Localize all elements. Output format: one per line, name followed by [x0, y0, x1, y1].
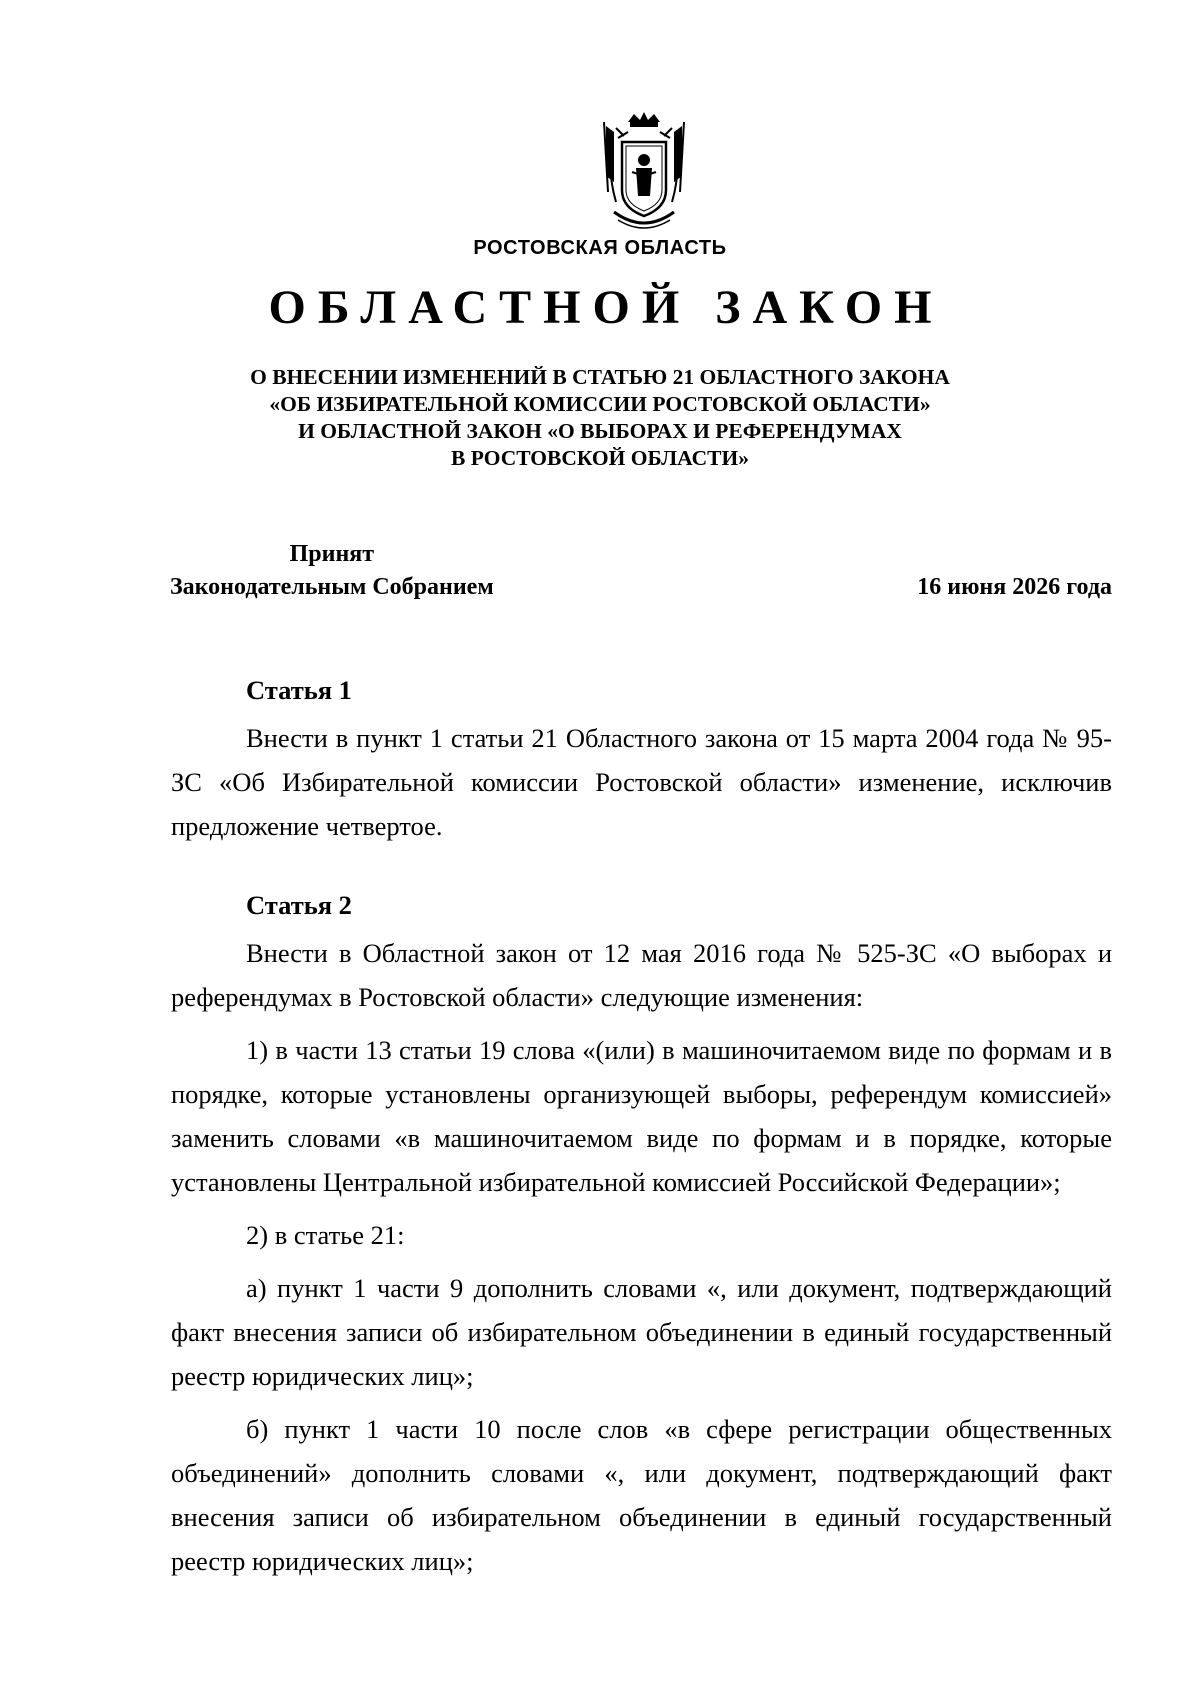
adoption-date: 16 июня 2026 года — [917, 574, 1112, 600]
article-paragraph: а) пункт 1 части 9 дополнить словами «, или документ, подтверждающий факт внесения записи об избирательном объединении в единый государственный реестр юридических лиц»; — [171, 1273, 1112, 1391]
law-title-line: И ОБЛАСТНОЙ ЗАКОН «О ВЫБОРАХ И РЕФЕРЕНДУМАХ — [298, 419, 902, 443]
coat-of-arms-icon — [588, 112, 700, 236]
law-title-line: О ВНЕСЕНИИ ИЗМЕНЕНИЙ В СТАТЬЮ 21 ОБЛАСТНОГО ЗАКОНА — [250, 365, 950, 389]
article-paragraph: 2) в статье 21: — [246, 1220, 405, 1250]
article-paragraph: Внести в пункт 1 статьи 21 Областного закона от 15 марта 2004 года № 95-ЗС «Об Избирательной комиссии Ростовской области» изменение, исключив предложение четвертое. — [171, 723, 1112, 841]
adopted-label: Принят — [289, 541, 375, 567]
adopted-by: Законодательным Собранием — [170, 574, 494, 600]
article-heading: Статья 1 — [246, 675, 352, 705]
region-name: РОСТОВСКАЯ ОБЛАСТЬ — [473, 237, 727, 259]
article-paragraph: Внести в Областной закон от 12 мая 2016 года № 525-ЗС «О выборах и референдумах в Ростовской области» следующие изменения: — [171, 938, 1112, 1012]
law-type-heading: ОБЛАСТНОЙ ЗАКОН — [268, 281, 944, 334]
law-title — [160, 364, 1040, 472]
article-paragraph: 1) в части 13 статьи 19 слова «(или) в машиночитаемом виде по формам и в порядке, которые установлены организующей выборы, референдум комиссией» заменить словами «в машиночитаемом виде по формам и в порядке, которые установлены Центральной избирательной комиссией Российской Федерации»; — [171, 1035, 1112, 1197]
article-heading: Статья 2 — [246, 890, 352, 920]
law-title-line: В РОСТОВСКОЙ ОБЛАСТИ» — [451, 446, 749, 470]
article-paragraph: б) пункт 1 части 10 после слов «в сфере регистрации общественных объединений» дополнить словами «, или документ, подтверждающий факт внесения записи об избирательном объединении в единый государственный реестр юридических лиц»; — [171, 1414, 1112, 1576]
law-body — [171, 668, 1112, 1592]
adoption-block — [170, 538, 494, 604]
law-title-line: «ОБ ИЗБИРАТЕЛЬНОЙ КОМИССИИ РОСТОВСКОЙ ОБЛАСТИ» — [269, 392, 931, 416]
